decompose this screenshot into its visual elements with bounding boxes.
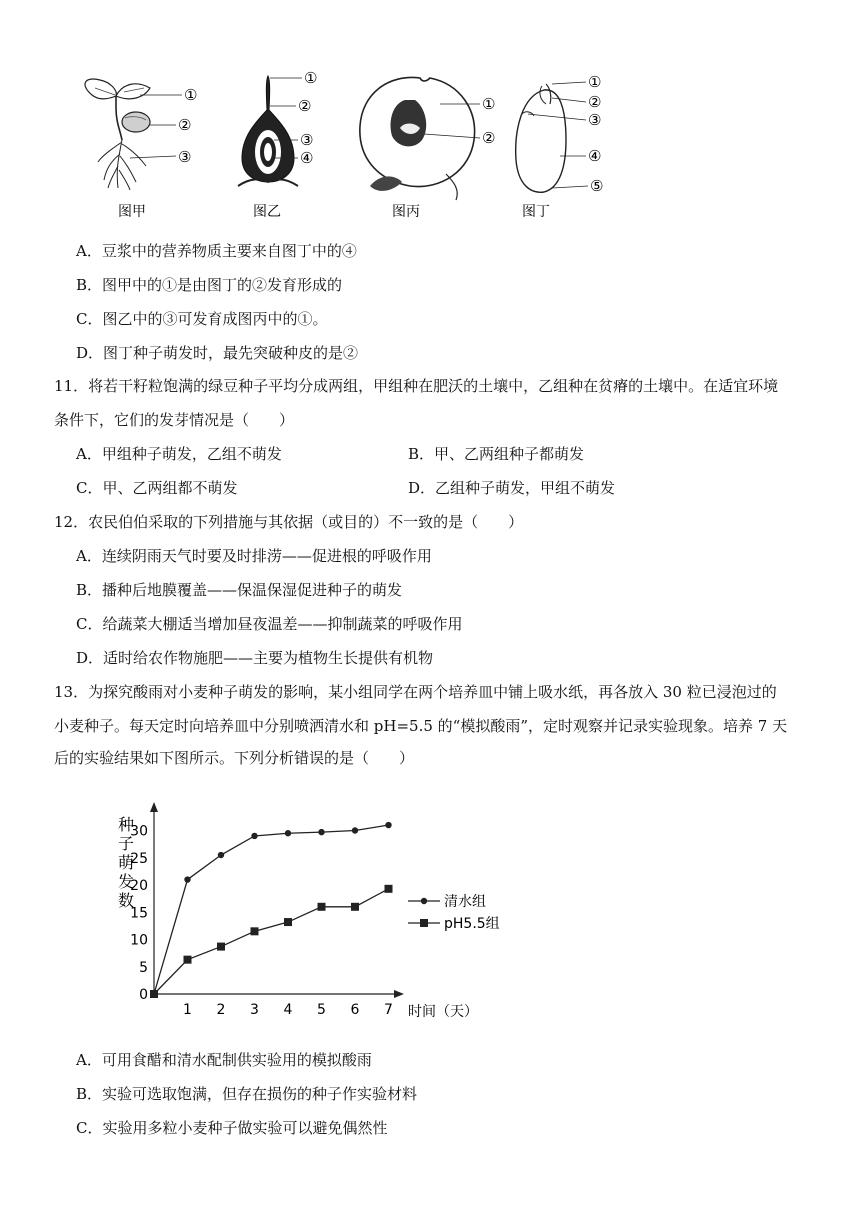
x-tick-label: 2	[216, 1002, 226, 1018]
q13-stem-line1: 13．为探究酸雨对小麦种子萌发的影响，某小组同学在两个培养皿中铺上吸水纸，再各放入 30 粒已浸泡过的	[54, 683, 777, 701]
q11-option-b: B．甲、乙两组种子都萌发	[408, 445, 585, 463]
label-bing-2: ②	[482, 129, 496, 147]
q11-stem-line2: 条件下，它们的发芽情况是（ ）	[54, 411, 295, 429]
legend-label-clear-water: 清水组	[444, 894, 486, 910]
data-point-square	[150, 990, 158, 998]
caption-ding: 图丁	[522, 204, 550, 220]
y-axis-label: 种子萌发数	[118, 815, 135, 910]
q11-option-d: D．乙组种子萌发，甲组不萌发	[408, 479, 616, 497]
q10-option-b: B．图甲中的①是由图丁的②发育形成的	[76, 276, 343, 294]
q11-option-a: A．甲组种子萌发，乙组不萌发	[76, 445, 282, 463]
germination-chart	[100, 798, 520, 1026]
label-jia-3: ③	[178, 148, 192, 166]
q11-stem-line1: 11．将若干籽粒饱满的绿豆种子平均分成两组，甲组种在肥沃的土壤中，乙组种在贫瘠的土壤中。在适宜环境	[54, 377, 779, 395]
label-ding-2: ②	[588, 93, 602, 111]
label-jia-1: ①	[184, 86, 198, 104]
label-ding-1: ①	[588, 73, 602, 91]
legend-marker-square	[420, 919, 428, 927]
y-tick-label: 25	[130, 850, 148, 867]
y-tick-label: 30	[130, 823, 148, 840]
q12-option-b: B．播种后地膜覆盖——保温保湿促进种子的萌发	[76, 581, 403, 599]
data-point-square	[217, 943, 225, 951]
x-tick-label: 5	[317, 1002, 326, 1018]
x-tick-label: 1	[183, 1002, 192, 1018]
q13-option-b: B．实验可选取饱满，但存在损伤的种子作实验材料	[76, 1085, 418, 1103]
x-tick-label: 6	[350, 1002, 360, 1018]
q12-stem: 12．农民伯伯采取的下列措施与其依据（或目的）不一致的是（ ）	[54, 513, 524, 531]
pistil-figure	[238, 76, 302, 186]
seed-diagrams	[70, 70, 630, 220]
data-point-square	[318, 903, 326, 911]
q12-option-c: C．给蔬菜大棚适当增加昼夜温差——抑制蔬菜的呼吸作用	[76, 615, 463, 633]
q13-option-a: A．可用食醋和清水配制供实验用的模拟酸雨	[76, 1051, 372, 1069]
legend-marker-circle	[421, 898, 427, 904]
data-point-square	[284, 918, 292, 926]
y-tick-label: 0	[139, 987, 148, 1003]
label-yi-1: ①	[304, 70, 318, 87]
label-ding-4: ④	[588, 147, 602, 165]
data-point-square	[251, 927, 259, 935]
q10-option-d: D．图丁种子萌发时，最先突破种皮的是②	[76, 344, 359, 362]
label-ding-5: ⑤	[590, 177, 604, 195]
label-bing-1: ①	[482, 95, 496, 113]
data-point-circle	[251, 833, 257, 839]
label-yi-2: ②	[298, 97, 312, 115]
y-tick-label: 15	[130, 905, 148, 922]
bean-seed-figure	[516, 82, 588, 192]
label-yi-4: ④	[300, 149, 314, 167]
label-yi-3: ③	[300, 131, 314, 149]
legend-label-ph55: pH5.5组	[444, 916, 500, 932]
y-tick-label: 5	[139, 959, 148, 976]
fruit-figure	[360, 77, 480, 200]
caption-bing: 图丙	[392, 204, 420, 220]
y-tick-label: 10	[130, 932, 148, 949]
data-point-square	[351, 903, 359, 911]
germination-chart-svg	[100, 798, 520, 1026]
caption-jia: 图甲	[118, 204, 146, 220]
q10-option-c: C．图乙中的③可发育成图丙中的①。	[76, 310, 328, 328]
legend	[408, 893, 500, 932]
data-point-circle	[184, 876, 190, 882]
y-axis-arrow	[150, 802, 158, 812]
q10-option-a: A．豆浆中的营养物质主要来自图丁中的④	[76, 242, 357, 260]
q12-option-a: A．连续阴雨天气时要及时排涝——促进根的呼吸作用	[76, 547, 432, 565]
seedling-figure	[85, 79, 182, 190]
y-tick-label: 20	[130, 878, 148, 894]
q11-option-c: C．甲、乙两组都不萌发	[76, 479, 238, 497]
label-jia-2: ②	[178, 116, 192, 134]
label-ding-3: ③	[588, 111, 602, 129]
x-tick-label: 3	[250, 1002, 259, 1018]
x-tick-label: 7	[384, 1002, 393, 1018]
data-point-circle	[385, 822, 391, 828]
data-point-circle	[352, 827, 358, 833]
data-point-circle	[318, 829, 324, 835]
q13-stem-line3: 后的实验结果如下图所示。下列分析错误的是（ ）	[54, 749, 415, 767]
data-point-circle	[285, 830, 291, 836]
x-axis-arrow	[394, 990, 404, 998]
caption-yi: 图乙	[253, 204, 281, 220]
q12-option-d: D．适时给农作物施肥——主要为植物生长提供有机物	[76, 649, 434, 667]
data-point-circle	[218, 852, 224, 858]
x-axis-label: 时间（天）	[408, 1004, 478, 1020]
q13-stem-line2: 小麦种子。每天定时向培养皿中分别喷洒清水和 pH=5.5 的“模拟酸雨”，定时观察并记录实验现象。培养 7 天	[54, 717, 788, 735]
data-point-square	[184, 956, 192, 964]
q13-option-c: C．实验用多粒小麦种子做实验可以避免偶然性	[76, 1119, 388, 1137]
data-point-square	[385, 885, 393, 893]
figure-row	[70, 70, 630, 220]
x-tick-label: 4	[283, 1002, 293, 1018]
